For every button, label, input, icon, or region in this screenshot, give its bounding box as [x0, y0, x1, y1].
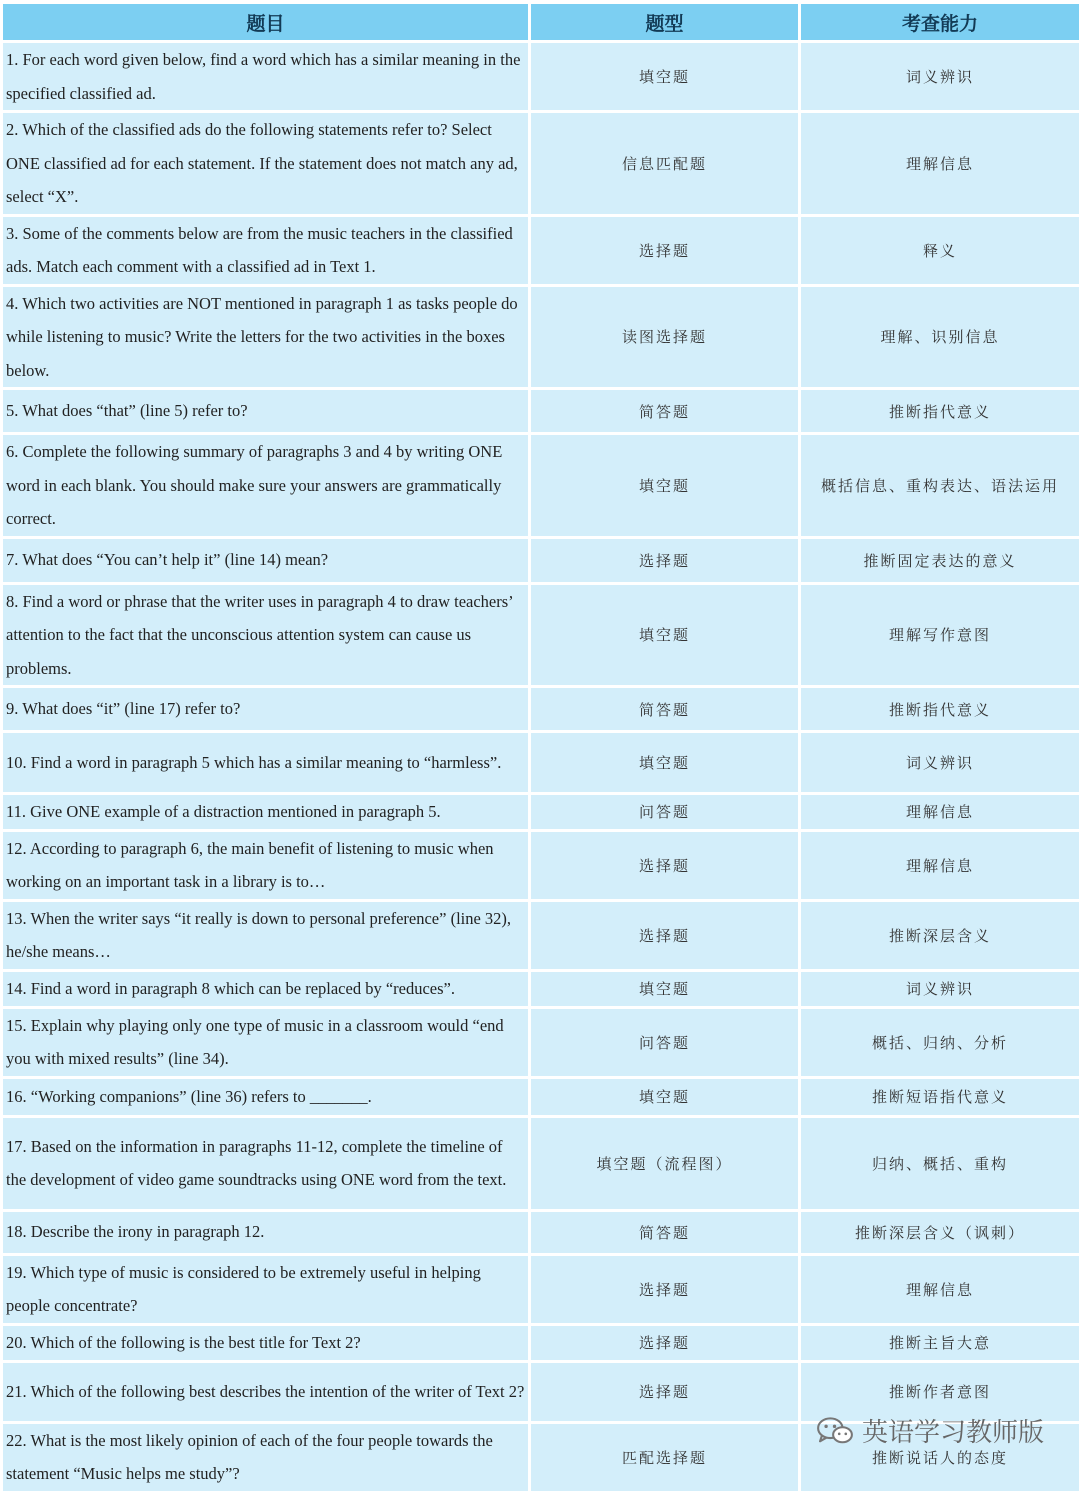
type-cell: 简答题 — [531, 390, 798, 432]
table-row — [3, 795, 1079, 829]
type-cell: 问答题 — [531, 1009, 798, 1076]
question-cell: 18. Describe the irony in paragraph 12. — [3, 1212, 528, 1253]
ability-cell: 理解信息 — [801, 113, 1079, 214]
type-cell: 填空题 — [531, 972, 798, 1006]
ability-cell: 归纳、概括、重构 — [801, 1118, 1079, 1209]
table-row — [3, 113, 1079, 214]
ability-cell: 词义辨识 — [801, 733, 1079, 792]
ability-cell: 推断作者意图 — [801, 1363, 1079, 1421]
type-cell: 填空题 — [531, 43, 798, 110]
type-cell: 填空题 — [531, 435, 798, 536]
ability-cell: 理解信息 — [801, 795, 1079, 829]
header-question: 题目 — [3, 4, 528, 40]
table-row — [3, 43, 1079, 110]
ability-cell: 推断固定表达的意义 — [801, 539, 1079, 582]
question-cell: 21. Which of the following best describes the intention of the writer of Text 2? — [3, 1363, 528, 1421]
header-ability: 考查能力 — [801, 4, 1079, 40]
question-cell: 9. What does “it” (line 17) refer to? — [3, 688, 528, 730]
table-row — [3, 688, 1079, 730]
ability-cell: 推断指代意义 — [801, 390, 1079, 432]
question-cell: 17. Based on the information in paragraphs 11-12, complete the timeline of the development of video game soundtracks using ONE word from the text. — [3, 1118, 528, 1209]
table-row — [3, 390, 1079, 432]
table-row — [3, 287, 1079, 388]
type-cell: 匹配选择题 — [531, 1424, 798, 1491]
ability-cell: 释义 — [801, 217, 1079, 284]
type-cell: 读图选择题 — [531, 287, 798, 388]
question-cell: 12. According to paragraph 6, the main benefit of listening to music when working on an important task in a library is to… — [3, 832, 528, 899]
question-cell: 6. Complete the following summary of paragraphs 3 and 4 by writing ONE word in each blank. You should make sure your answers are grammatically correct. — [3, 435, 528, 536]
ability-cell: 词义辨识 — [801, 43, 1079, 110]
table-row — [3, 435, 1079, 536]
table-header-row — [3, 4, 1079, 40]
question-cell: 22. What is the most likely opinion of each of the four people towards the statement “Music helps me study”? — [3, 1424, 528, 1491]
table-row — [3, 1326, 1079, 1360]
type-cell: 简答题 — [531, 688, 798, 730]
question-cell: 15. Explain why playing only one type of music in a classroom would “end you with mixed results” (line 34). — [3, 1009, 528, 1076]
type-cell: 选择题 — [531, 1256, 798, 1323]
type-cell: 选择题 — [531, 1363, 798, 1421]
type-cell: 问答题 — [531, 795, 798, 829]
type-cell: 选择题 — [531, 832, 798, 899]
question-cell: 3. Some of the comments below are from the music teachers in the classified ads. Match each comment with a classified ad in Text 1. — [3, 217, 528, 284]
table-row — [3, 585, 1079, 686]
question-cell: 16. “Working companions” (line 36) refers to _______. — [3, 1079, 528, 1115]
type-cell: 填空题 — [531, 1079, 798, 1115]
ability-cell: 理解、识别信息 — [801, 287, 1079, 388]
table-row — [3, 1009, 1079, 1076]
type-cell: 填空题 — [531, 733, 798, 792]
question-cell: 5. What does “that” (line 5) refer to? — [3, 390, 528, 432]
question-cell: 10. Find a word in paragraph 5 which has a similar meaning to “harmless”. — [3, 733, 528, 792]
question-cell: 2. Which of the classified ads do the following statements refer to? Select ONE classified ad for each statement. If the statement does not match any ad, select “X”. — [3, 113, 528, 214]
ability-cell: 理解信息 — [801, 1256, 1079, 1323]
header-type: 题型 — [531, 4, 798, 40]
watermark — [816, 1412, 1044, 1449]
table-row — [3, 539, 1079, 582]
question-cell: 7. What does “You can’t help it” (line 14) mean? — [3, 539, 528, 582]
type-cell: 选择题 — [531, 217, 798, 284]
table-row — [3, 217, 1079, 284]
type-cell: 选择题 — [531, 1326, 798, 1360]
ability-cell: 推断深层含义 — [801, 902, 1079, 969]
table-row — [3, 733, 1079, 792]
ability-cell: 推断主旨大意 — [801, 1326, 1079, 1360]
type-cell: 选择题 — [531, 902, 798, 969]
question-table — [0, 1, 1080, 1494]
table-row — [3, 1256, 1079, 1323]
question-cell: 13. When the writer says “it really is down to personal preference” (line 32), he/she means… — [3, 902, 528, 969]
ability-cell: 推断深层含义（讽刺） — [801, 1212, 1079, 1253]
ability-cell: 概括信息、重构表达、语法运用 — [801, 435, 1079, 536]
question-cell: 4. Which two activities are NOT mentioned in paragraph 1 as tasks people do while listening to music? Write the letters for the two activities in the boxes below. — [3, 287, 528, 388]
type-cell: 选择题 — [531, 539, 798, 582]
table-row — [3, 832, 1079, 899]
ability-cell: 词义辨识 — [801, 972, 1079, 1006]
ability-cell: 概括、归纳、分析 — [801, 1009, 1079, 1076]
table-row — [3, 1079, 1079, 1115]
table-row — [3, 902, 1079, 969]
table-row — [3, 1118, 1079, 1209]
ability-cell: 理解写作意图 — [801, 585, 1079, 686]
question-cell: 19. Which type of music is considered to be extremely useful in helping people concentrate? — [3, 1256, 528, 1323]
table-row — [3, 1212, 1079, 1253]
question-cell: 8. Find a word or phrase that the writer uses in paragraph 4 to draw teachers’ attention to the fact that the unconscious attention system can cause us problems. — [3, 585, 528, 686]
question-cell: 14. Find a word in paragraph 8 which can be replaced by “reduces”. — [3, 972, 528, 1006]
wechat-icon — [816, 1416, 854, 1446]
ability-cell: 理解信息 — [801, 832, 1079, 899]
question-table-container — [3, 4, 1079, 1491]
ability-cell: 推断说话人的态度 — [801, 1424, 1079, 1491]
type-cell: 填空题（流程图） — [531, 1118, 798, 1209]
type-cell: 简答题 — [531, 1212, 798, 1253]
question-cell: 1. For each word given below, find a word which has a similar meaning in the specified classified ad. — [3, 43, 528, 110]
ability-cell: 推断短语指代意义 — [801, 1079, 1079, 1115]
ability-cell: 推断指代意义 — [801, 688, 1079, 730]
watermark-text: 英语学习教师版 — [861, 1418, 1044, 1448]
question-cell: 11. Give ONE example of a distraction mentioned in paragraph 5. — [3, 795, 528, 829]
type-cell: 信息匹配题 — [531, 113, 798, 214]
table-row — [3, 972, 1079, 1006]
type-cell: 填空题 — [531, 585, 798, 686]
question-cell: 20. Which of the following is the best title for Text 2? — [3, 1326, 528, 1360]
